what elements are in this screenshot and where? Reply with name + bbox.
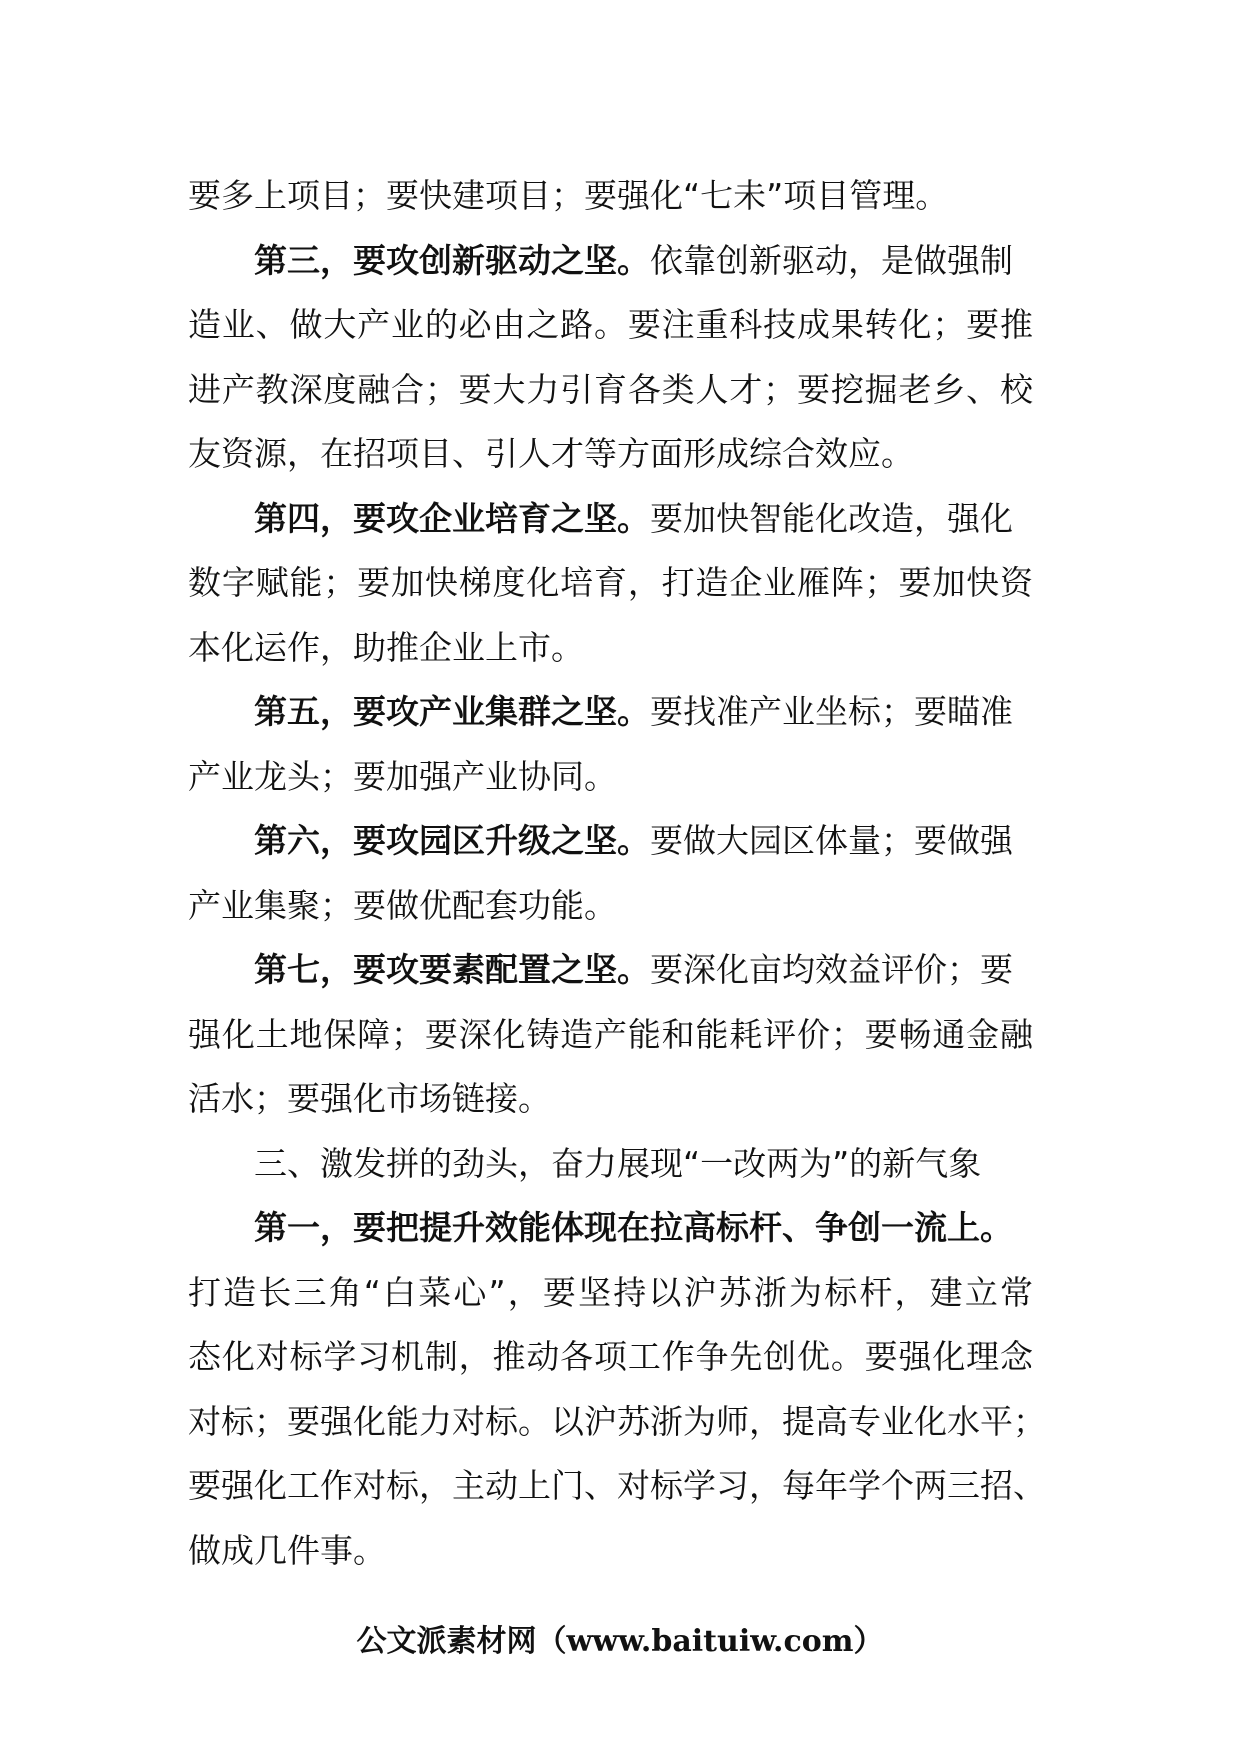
paragraph-line — [188, 1196, 1033, 1261]
line-text: 要找准产业坐标；要瞄准 — [650, 692, 1013, 731]
line-text: 要做大园区体量；要做强 — [650, 821, 1013, 860]
paragraph-line — [188, 422, 1033, 487]
line-text: 三、激发拼的劲头，奋力展现“一改两为”的新气象 — [254, 1143, 982, 1183]
paragraph-line — [188, 358, 1033, 423]
line-text: 产业龙头；要加强产业协同。 — [188, 756, 617, 796]
paragraph-line — [188, 164, 1033, 229]
line-text: 造业、做大产业的必由之路。要注重科技成果转化；要推 — [188, 305, 1033, 344]
line-text: 态化对标学习机制，推动各项工作争先创优。要强化理念 — [188, 1337, 1033, 1376]
chapter-heading — [188, 1132, 1033, 1197]
section-heading: 第四，要攻企业培育之坚。 — [254, 498, 650, 538]
line-text: 活水；要强化市场链接。 — [188, 1079, 551, 1118]
line-text: 要深化亩均效益评价；要 — [650, 950, 1013, 989]
paragraph-line — [188, 1003, 1033, 1068]
line-text: 进产教深度融合；要大力引育各类人才；要挖掘老乡、校 — [188, 369, 1033, 409]
line-text: 强化土地保障；要深化铸造产能和能耗评价；要畅通金融 — [188, 1014, 1033, 1054]
paragraph-line — [188, 809, 1033, 874]
line-text: 要多上项目；要快建项目；要强化“七未”项目管理。 — [188, 176, 949, 215]
paragraph-line — [188, 487, 1033, 552]
line-text: 打造长三角“白菜心”，要坚持以沪苏浙为标杆，建立常 — [188, 1272, 1033, 1312]
section-heading: 第七，要攻要素配置之坚。 — [254, 950, 650, 989]
paragraph-line — [188, 616, 1033, 681]
paragraph-line — [188, 1519, 1033, 1584]
paragraph-line — [188, 229, 1033, 294]
paragraph-line — [188, 874, 1033, 939]
line-text: 友资源，在招项目、引人才等方面形成综合效应。 — [188, 434, 914, 473]
line-text: 要加快智能化改造，强化 — [650, 498, 1013, 538]
section-heading: 第五，要攻产业集群之坚。 — [254, 692, 650, 731]
paragraph-line — [188, 680, 1033, 745]
paragraph-line — [188, 1261, 1033, 1326]
paragraph-line — [188, 1325, 1033, 1390]
line-text: 做成几件事。 — [188, 1530, 386, 1570]
line-text: 依靠创新驱动，是做强制 — [650, 240, 1013, 280]
paragraph-line — [188, 1454, 1046, 1519]
section-heading: 第三，要攻创新驱动之坚。 — [254, 240, 650, 280]
section-heading: 第一，要把提升效能体现在拉高标杆、争创一流上。 — [254, 1208, 1013, 1247]
line-text: 对标；要强化能力对标。以沪苏浙为师，提高专业化水平； — [188, 1401, 1046, 1441]
paragraph-line — [188, 1067, 1033, 1132]
line-text: 本化运作，助推企业上市。 — [188, 627, 584, 667]
paragraph-line — [188, 938, 1033, 1003]
section-heading: 第六，要攻园区升级之坚。 — [254, 821, 650, 860]
line-text: 要强化工作对标，主动上门、对标学习，每年学个两三招、 — [188, 1466, 1046, 1505]
page-footer: 公文派素材网（www.baituiw.com） — [356, 1624, 884, 1659]
line-text: 数字赋能；要加快梯度化培育，打造企业雁阵；要加快资 — [188, 563, 1033, 602]
paragraph-line — [188, 1390, 1046, 1455]
paragraph-line — [188, 745, 1033, 810]
paragraph-line — [188, 293, 1033, 358]
document-body — [188, 164, 1046, 1583]
paragraph-line — [188, 551, 1033, 616]
line-text: 产业集聚；要做优配套功能。 — [188, 885, 617, 925]
